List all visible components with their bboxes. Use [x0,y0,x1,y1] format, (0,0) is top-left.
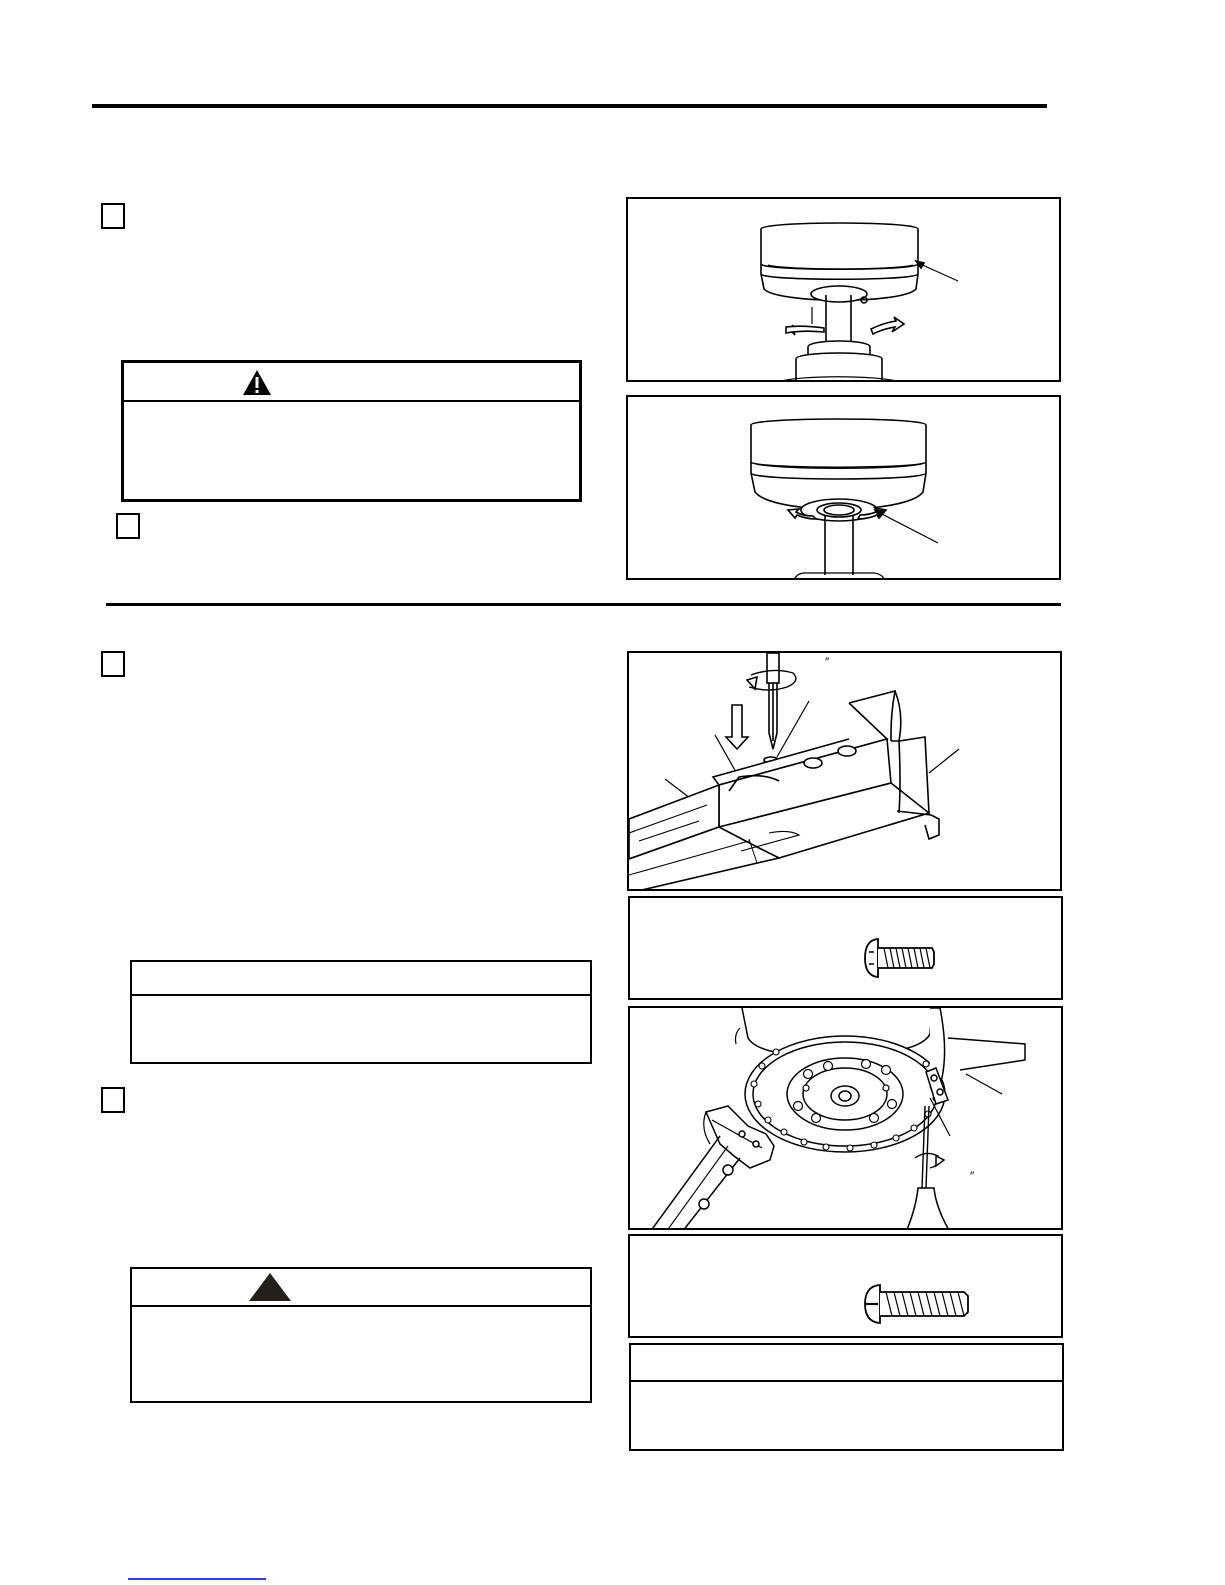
screw-box-2 [628,1234,1063,1338]
figure-canopy-cover [626,197,1061,382]
screw-icon [862,1282,972,1326]
canopy-ring-illustration [628,397,1061,580]
screw-icon [862,936,936,980]
warning-box-2-header [132,1269,590,1307]
warning-box-1 [121,360,582,502]
warning-box-2 [130,1267,592,1403]
figure-motor-hub [628,1006,1063,1230]
screw-size-label-2: ″ [970,1169,975,1183]
note-box-right [629,1343,1064,1451]
step-marker-3 [101,651,125,677]
middle-rule [106,603,1061,606]
note-box-left [130,960,592,1064]
note-box-right-header [631,1345,1062,1382]
note-box-left-header [132,962,590,996]
footer-link-underline[interactable] [128,1578,266,1580]
warning-icon [242,369,272,396]
warning-icon [248,1272,292,1302]
figure-blade-holder [627,651,1062,891]
motor-hub-illustration [630,1008,1063,1230]
step-marker-2 [116,513,140,539]
blade-holder-illustration [629,653,1062,891]
top-rule [92,104,1047,108]
screw-size-label-1: ″ [825,655,830,669]
step-marker-1 [101,203,125,229]
canopy-cover-illustration [628,199,1061,382]
step-marker-4 [101,1087,125,1113]
figure-canopy-ring [626,395,1061,580]
screw-box-1 [628,896,1063,1000]
warning-box-1-header [124,363,579,402]
